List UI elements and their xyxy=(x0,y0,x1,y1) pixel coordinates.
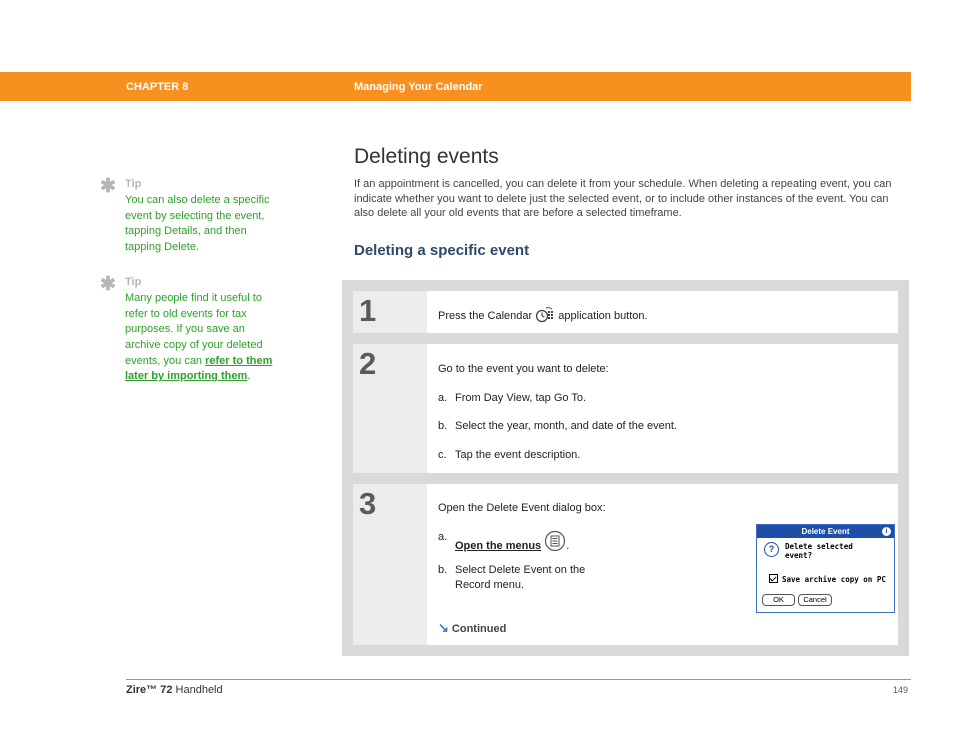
chapter-header-bar xyxy=(0,72,911,101)
main-content xyxy=(354,145,902,259)
archive-checkbox-row xyxy=(769,573,886,588)
intro-paragraph: If an appointment is cancelled, you can delete it from your schedule. When deleting a repeating event, you can indicate whether you want to delete just the selected event, or to include other instances of the event. You can also delete all your old events that are before a selected timeframe. xyxy=(354,178,892,219)
cancel-button: Cancel xyxy=(798,594,832,606)
import-archive-link[interactable]: refer to them later by importing them xyxy=(125,354,273,383)
list-item-letter: b. xyxy=(438,420,448,432)
dialog-title-bar xyxy=(757,525,894,538)
delete-event-dialog-screenshot xyxy=(756,524,895,613)
list-item-text: Select the year, month, and date of the event. xyxy=(455,420,677,432)
list-item-letter: c. xyxy=(438,448,447,461)
step-2 xyxy=(353,344,898,473)
list-item-after: . xyxy=(566,539,570,552)
tip-2 xyxy=(100,273,280,385)
asterisk-icon: ✱ xyxy=(100,176,116,197)
checkbox-label: Save archive copy on PC xyxy=(782,575,886,584)
step-text-after: application button. xyxy=(558,310,648,322)
menu-icon xyxy=(544,530,566,552)
list-item xyxy=(438,391,890,406)
dialog-title: Delete Event xyxy=(801,527,850,536)
product-suffix: Handheld xyxy=(172,684,223,696)
tip-text xyxy=(125,291,280,385)
dialog-message xyxy=(785,542,853,560)
section-title: Deleting a specific event xyxy=(354,241,530,259)
page-number: 149 xyxy=(893,685,909,695)
list-item-letter: a. xyxy=(438,391,448,404)
step-text-before: Press the Calendar xyxy=(438,310,533,322)
calendar-app-icon xyxy=(535,307,555,323)
tip-label: Tip xyxy=(125,178,142,190)
step-content xyxy=(438,362,890,462)
step-3 xyxy=(353,484,898,645)
dialog-message-line: Delete selected xyxy=(785,542,853,551)
step-number: 2 xyxy=(359,346,377,381)
list-item-letter: b. xyxy=(438,564,448,576)
step-intro: Open the Delete Event dialog box: xyxy=(438,502,606,514)
list-item xyxy=(438,448,890,463)
step-number: 1 xyxy=(359,293,377,328)
dialog-message-line: event? xyxy=(785,551,813,560)
info-icon: i xyxy=(882,527,891,536)
continued-label: Continued xyxy=(451,623,507,635)
footer-product xyxy=(126,684,223,696)
step-1 xyxy=(353,291,898,333)
tip-text-before: Many people find it useful to refer to old events for tax purposes. If you save an archive copy of your deleted events, you can xyxy=(125,291,263,367)
product-name: Zire™ 72 xyxy=(126,684,173,696)
list-item-text: Select Delete Event on the Record menu. xyxy=(455,564,586,591)
footer-divider xyxy=(126,679,911,680)
ok-button: OK xyxy=(762,594,795,606)
page-title: Deleting events xyxy=(354,145,499,168)
list-item xyxy=(438,419,890,434)
checkbox-checked-icon xyxy=(769,574,778,583)
chapter-number: CHAPTER 8 xyxy=(126,81,189,93)
tip-1 xyxy=(100,178,280,256)
step-number-column xyxy=(353,344,427,473)
list-item xyxy=(438,563,615,592)
chapter-title: Managing Your Calendar xyxy=(354,81,483,93)
arrow-down-right-icon: ↘ xyxy=(438,620,449,635)
step-content xyxy=(438,307,890,324)
step-number-column xyxy=(353,291,427,333)
continued-note xyxy=(438,620,506,636)
list-item-text: Tap the event description. xyxy=(455,448,581,461)
tip-text: You can also delete a specific event by selecting the event, tapping Details, and then tapping Delete. xyxy=(125,194,270,254)
step-number: 3 xyxy=(359,486,377,521)
list-item-letter: a. xyxy=(438,530,448,543)
tip-label: Tip xyxy=(125,275,142,288)
steps-panel xyxy=(342,280,909,656)
tips-sidebar xyxy=(100,178,280,405)
tip-text-after: . xyxy=(247,370,251,383)
open-menus-link[interactable]: Open the menus xyxy=(455,539,542,552)
step-intro: Go to the event you want to delete: xyxy=(438,363,609,375)
step-number-column xyxy=(353,484,427,645)
list-item-text: From Day View, tap Go To. xyxy=(455,391,587,404)
step-content xyxy=(438,501,890,604)
question-icon: ? xyxy=(764,542,779,557)
asterisk-icon: ✱ xyxy=(100,273,116,295)
